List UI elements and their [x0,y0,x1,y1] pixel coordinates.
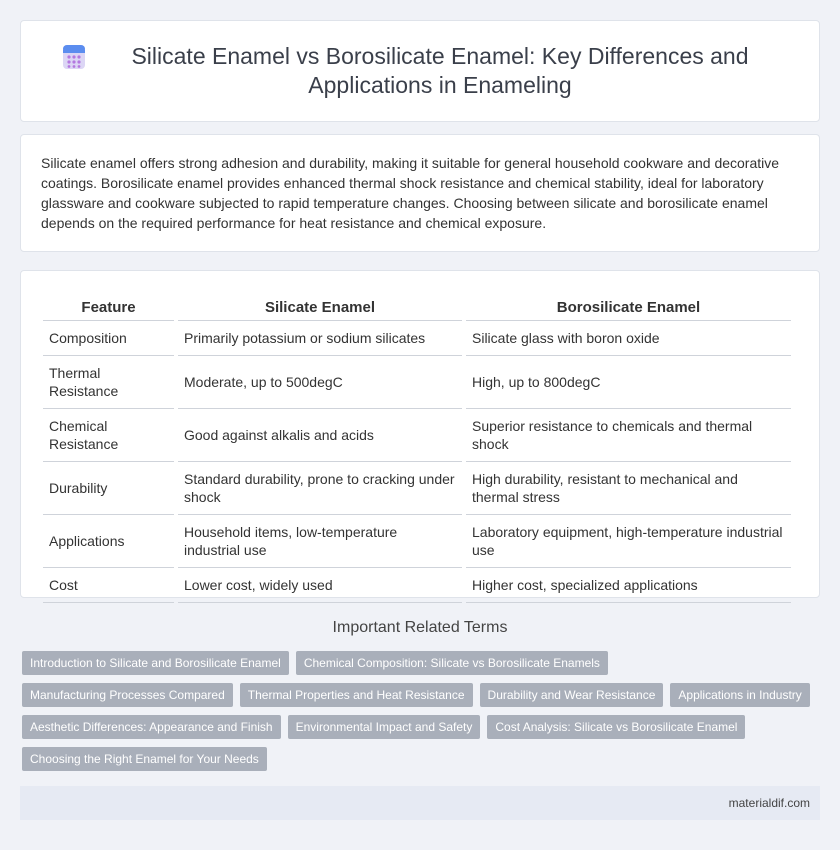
related-term-tag[interactable]: Choosing the Right Enamel for Your Needs [22,747,267,771]
feature-cell: Thermal Resistance [43,356,174,409]
silicate-cell: Household items, low-temperature industrial use [178,515,462,568]
table-row [43,462,791,515]
calculator-icon [61,44,87,70]
related-term-tag[interactable]: Introduction to Silicate and Borosilicate Enamel [22,651,289,675]
feature-cell: Chemical Resistance [43,409,174,462]
borosilicate-cell: High, up to 800degC [466,356,791,409]
table-row [43,356,791,409]
header-card [20,20,820,122]
feature-cell: Cost [43,568,174,603]
silicate-cell: Moderate, up to 500degC [178,356,462,409]
silicate-cell: Standard durability, prone to cracking under shock [178,462,462,515]
silicate-cell: Good against alkalis and acids [178,409,462,462]
related-term-tag[interactable]: Cost Analysis: Silicate vs Borosilicate Enamel [487,715,745,739]
feature-cell: Composition [43,321,174,356]
related-term-tag[interactable]: Durability and Wear Resistance [480,683,664,707]
page-title: Silicate Enamel vs Borosilicate Enamel: Key Differences and Applications in Enameling [131,43,749,98]
borosilicate-cell: High durability, resistant to mechanical and thermal stress [466,462,791,515]
related-terms-heading: Important Related Terms [332,619,508,636]
table-header-row [43,297,791,321]
column-header-borosilicate: Borosilicate Enamel [466,297,791,321]
feature-cell: Applications [43,515,174,568]
summary-card [20,134,820,252]
column-header-silicate: Silicate Enamel [178,297,462,321]
title-wrap [21,21,819,121]
footer [20,786,820,820]
footer-site-link[interactable]: materialdif.com [728,796,810,810]
borosilicate-cell: Superior resistance to chemicals and thermal shock [466,409,791,462]
related-terms-list [22,651,822,771]
related-term-tag[interactable]: Aesthetic Differences: Appearance and Finish [22,715,281,739]
feature-cell: Durability [43,462,174,515]
comparison-table [39,297,795,603]
comparison-table-card [20,270,820,598]
table-row [43,515,791,568]
related-term-tag[interactable]: Chemical Composition: Silicate vs Borosilicate Enamels [296,651,608,675]
summary-text: Silicate enamel offers strong adhesion and durability, making it suitable for general household cookware and decorative coatings. Borosilicate enamel provides enhanced thermal shock resistance and chemical stability, ideal for laboratory glassware and cookware subjected to rapid temperature changes. Choosing between silicate and borosilicate enamel depends on the required performance for heat resistance and chemical exposure. [41,155,780,231]
related-term-tag[interactable]: Applications in Industry [670,683,809,707]
table-row [43,409,791,462]
related-term-tag[interactable]: Manufacturing Processes Compared [22,683,233,707]
column-header-feature: Feature [43,297,174,321]
borosilicate-cell: Laboratory equipment, high-temperature industrial use [466,515,791,568]
silicate-cell: Primarily potassium or sodium silicates [178,321,462,356]
table-row [43,568,791,603]
silicate-cell: Lower cost, widely used [178,568,462,603]
related-term-tag[interactable]: Thermal Properties and Heat Resistance [240,683,473,707]
borosilicate-cell: Silicate glass with boron oxide [466,321,791,356]
table-row [43,321,791,356]
borosilicate-cell: Higher cost, specialized applications [466,568,791,603]
related-term-tag[interactable]: Environmental Impact and Safety [288,715,481,739]
